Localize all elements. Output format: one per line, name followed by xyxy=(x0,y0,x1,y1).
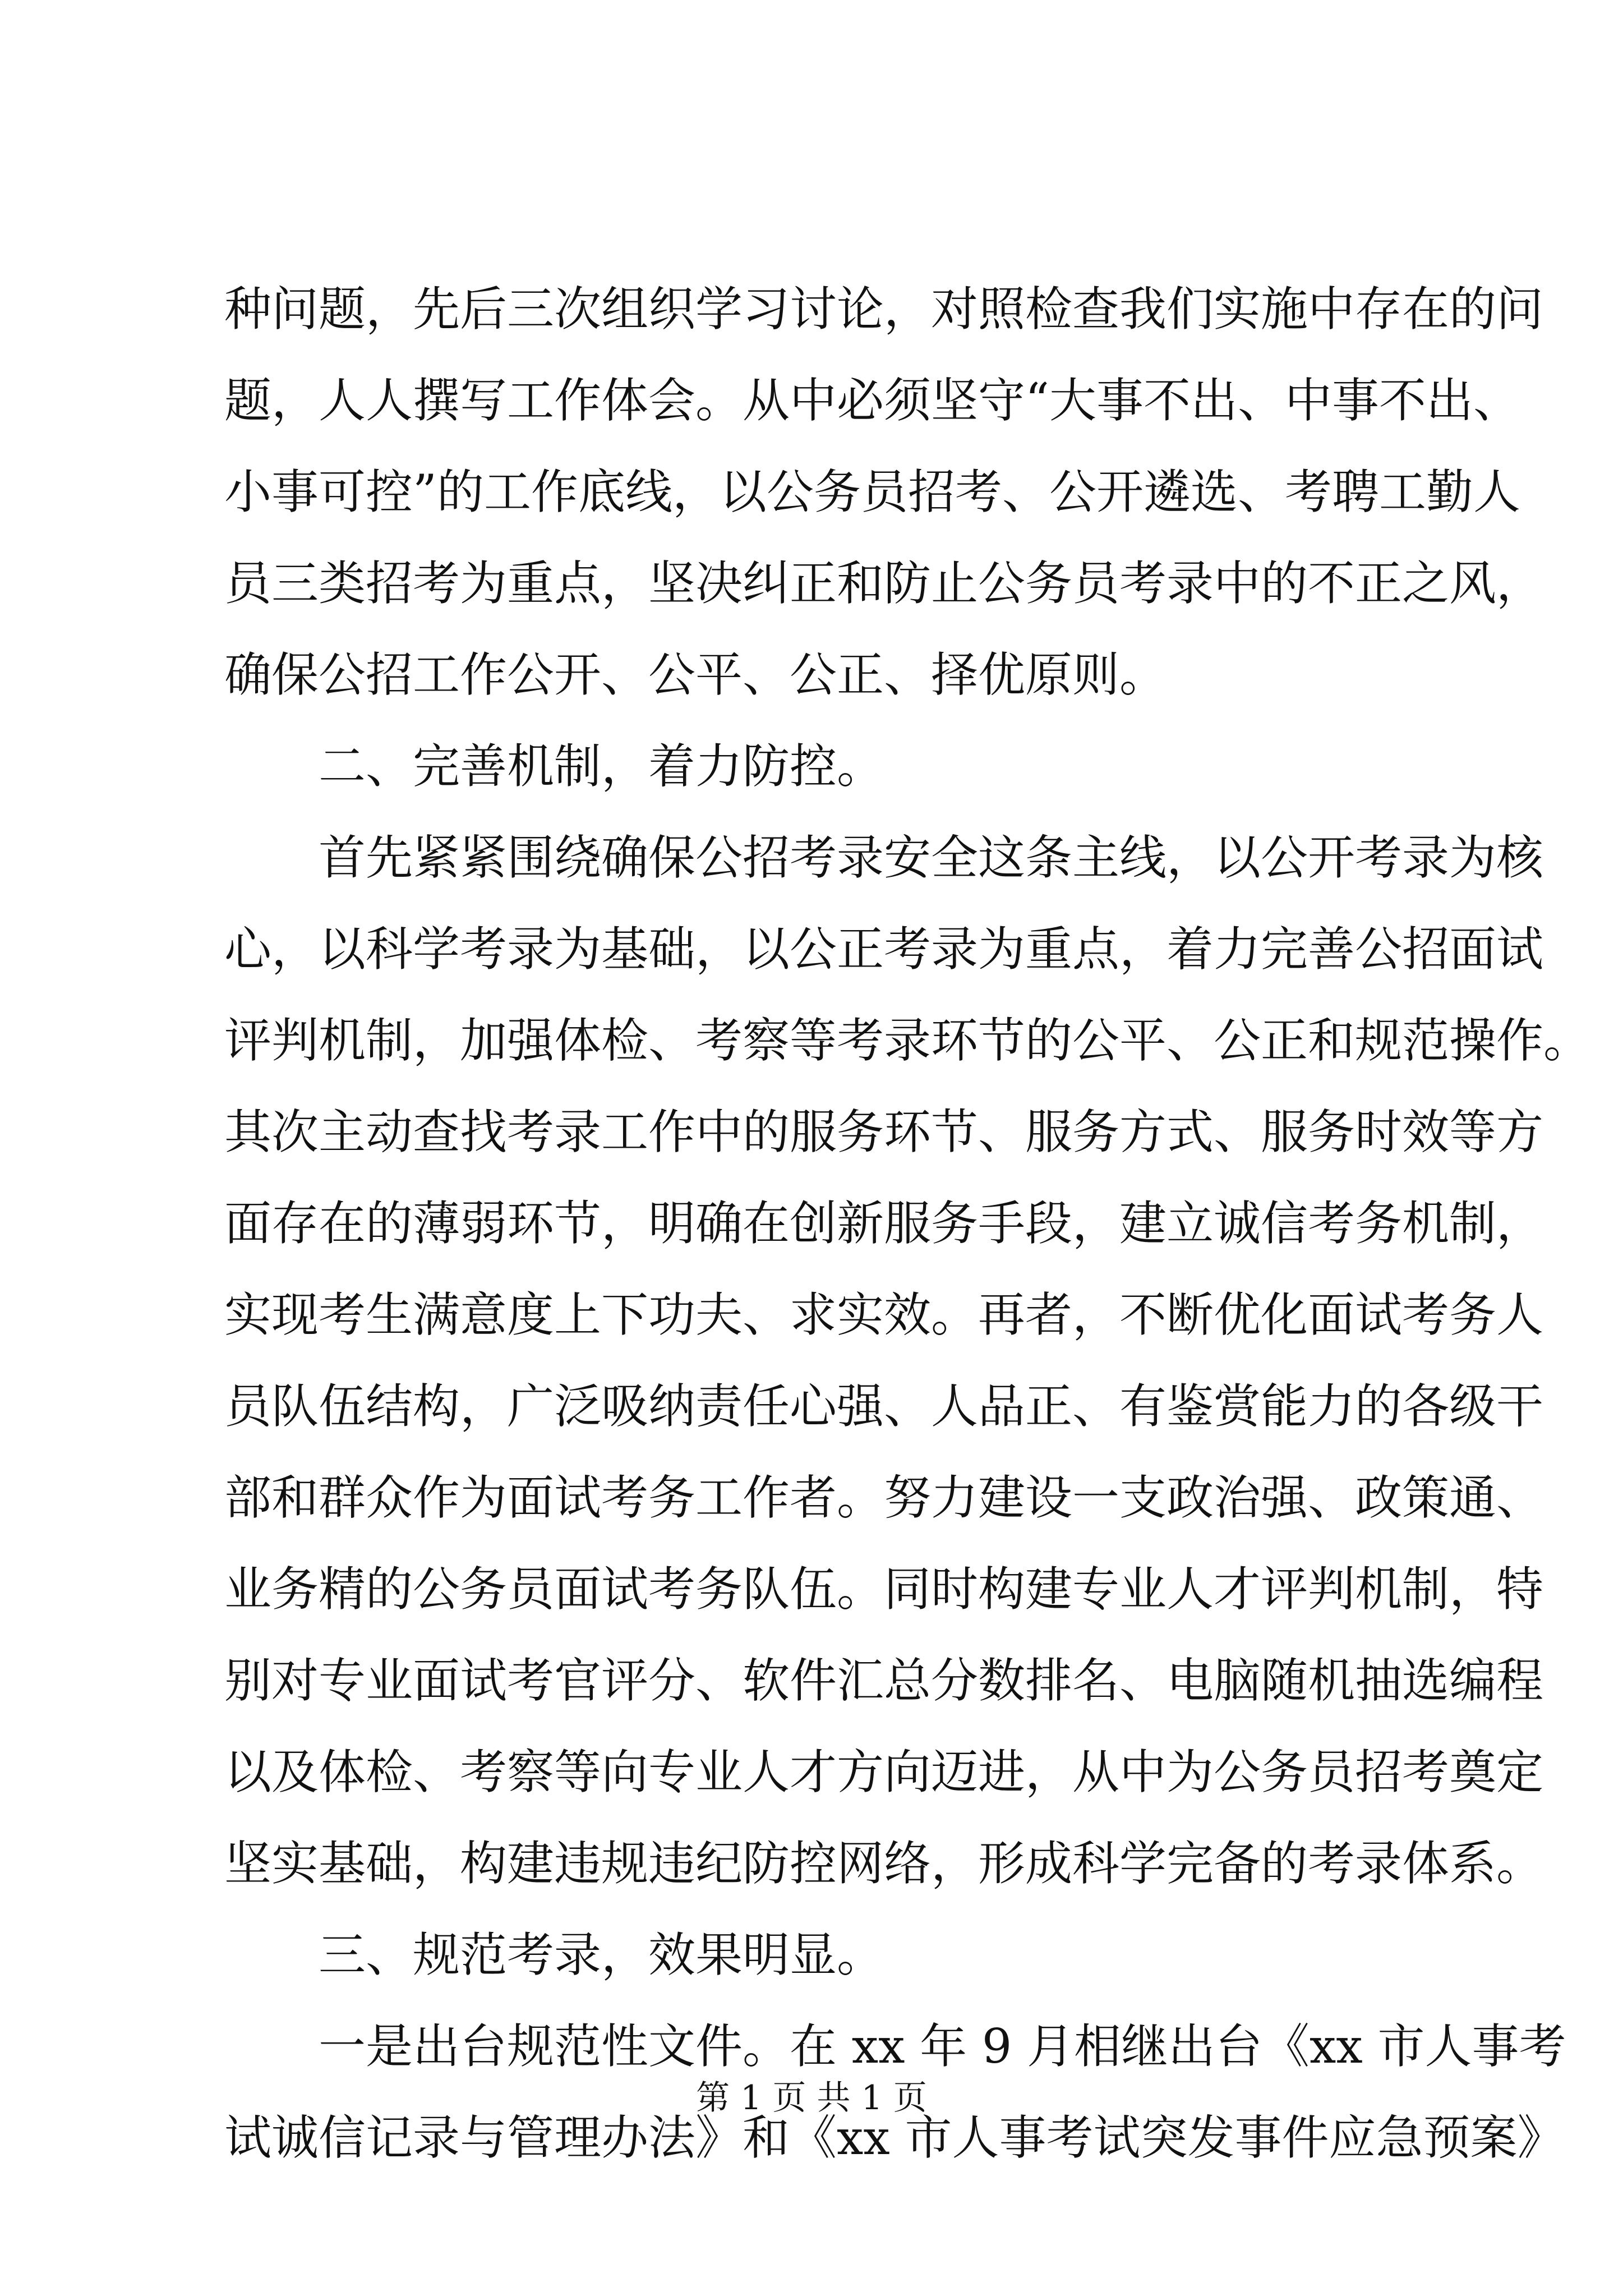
document-body xyxy=(224,264,1591,2184)
text-line: 以及体检、考察等向专业人才方向迈进，从中为公务员招考奠定 xyxy=(224,1745,1544,1800)
text-line: 题，人人撰写工作体会。从中必须坚守“大事不出、中事不出、 xyxy=(224,373,1520,428)
paragraph-first-line: 一是出台规范性文件。在 xx 年 9 月相继出台《xx 市人事考 xyxy=(319,2019,1566,2074)
text-line: 员队伍结构，广泛吸纳责任心强、人品正、有鉴赏能力的各级干 xyxy=(224,1379,1544,1434)
text-line: 实现考生满意度上下功夫、求实效。再者，不断优化面试考务人 xyxy=(224,1287,1544,1342)
text-line: 评判机制，加强体检、考察等考录环节的公平、公正和规范操作。 xyxy=(224,1013,1591,1068)
text-line: 员三类招考为重点，坚决纠正和防止公务员考录中的不正之风， xyxy=(224,556,1544,611)
text-line: 面存在的薄弱环节，明确在创新服务手段，建立诚信考务机制， xyxy=(224,1196,1544,1251)
page-number-footer: 第 1 页 共 1 页 xyxy=(696,2078,927,2118)
text-line: 心，以科学考录为基础，以公正考录为重点，着力完善公招面试 xyxy=(224,922,1544,977)
text-line: 业务精的公务员面试考务队伍。同时构建专业人才评判机制，特 xyxy=(224,1562,1544,1617)
text-line: 别对专业面试考官评分、软件汇总分数排名、电脑随机抽选编程 xyxy=(224,1653,1544,1708)
section-heading: 三、规范考录，效果明显。 xyxy=(319,1927,884,1982)
text-line: 部和群众作为面试考务工作者。努力建设一支政治强、政策通、 xyxy=(224,1470,1544,1525)
section-heading: 二、完善机制，着力防控。 xyxy=(319,739,884,794)
paragraph-first-line: 首先紧紧围绕确保公招考录安全这条主线，以公开考录为核 xyxy=(319,830,1544,885)
text-line: 坚实基础，构建违规违纪防控网络，形成科学完备的考录体系。 xyxy=(224,1836,1544,1891)
text-line: 确保公招工作公开、公平、公正、择优原则。 xyxy=(224,647,1167,702)
text-line: 试诚信记录与管理办法》和《xx 市人事考试突发事件应急预案》 xyxy=(224,2110,1565,2165)
text-line: 小事可控”的工作底线，以公务员招考、公开遴选、考聘工勤人 xyxy=(224,464,1520,519)
text-line: 其次主动查找考录工作中的服务环节、服务方式、服务时效等方 xyxy=(224,1105,1544,1159)
text-line: 种问题，先后三次组织学习讨论，对照检查我们实施中存在的问 xyxy=(224,282,1544,337)
